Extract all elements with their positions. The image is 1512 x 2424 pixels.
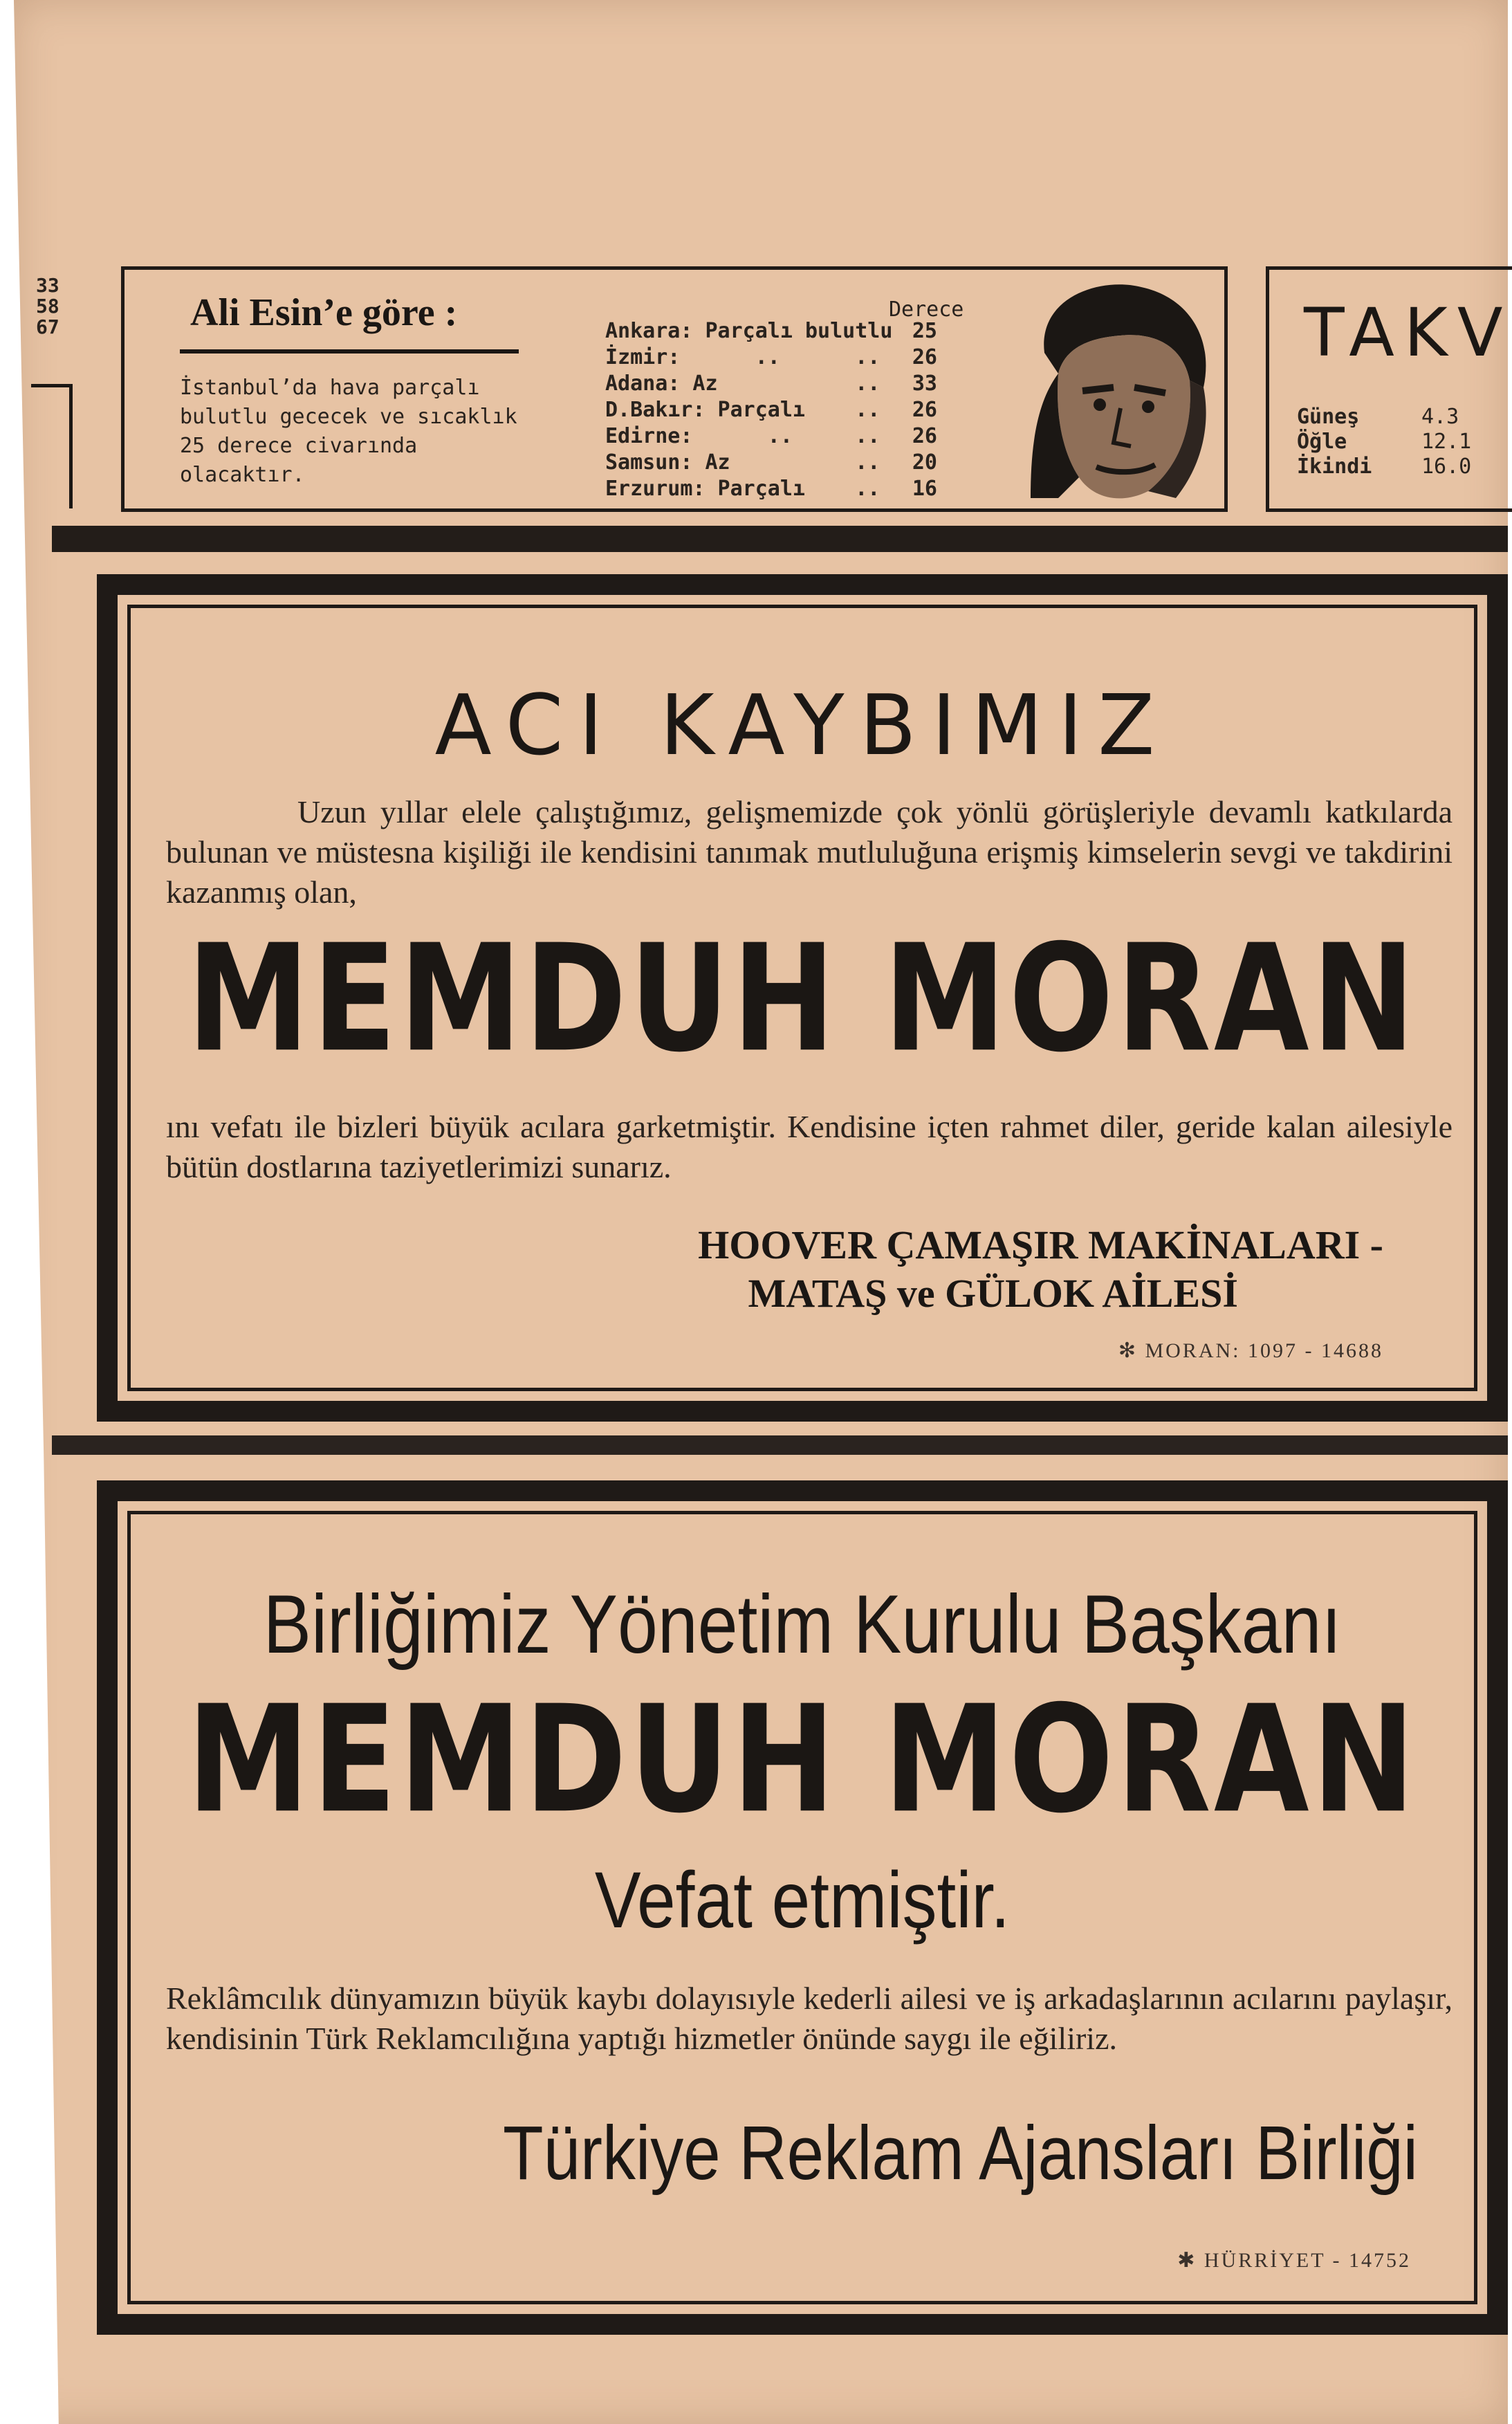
ad-reference: ✻ MORAN: 1097 - 14688 <box>1118 1339 1383 1362</box>
deceased-name: MEMDUH MORAN <box>187 1673 1418 1846</box>
weather-forecast: İstanbul’da hava parçalı bulutlu gececek ve sıcaklık 25 derece civarında olacaktır. <box>180 376 517 487</box>
weather-table <box>605 318 937 502</box>
margin-number: 67 <box>36 315 59 338</box>
obituary-notice-2 <box>97 1480 1508 2335</box>
black-band <box>52 1435 1508 1455</box>
notice-body: Reklâmcılık dünyamızın büyük kaybı dolayısıyle kederli ailesi ve iş arkadaşlarının acılarını paylaşır, kendisinin Türk Reklamcılığına yaptığı hizmetler önünde saygı ile eğiliriz. <box>166 1981 1453 2056</box>
deceased-name: MEMDUH MORAN <box>187 912 1418 1085</box>
calendar-box <box>1266 266 1512 512</box>
margin-number: 58 <box>36 295 59 318</box>
weather-row: Adana: Az .. 33 <box>605 371 937 396</box>
notice-subheading: Vefat etmiştir. <box>594 1855 1011 1945</box>
black-band <box>52 526 1508 552</box>
notice-signature: Türkiye Reklam Ajansları Birliği <box>502 2111 1418 2196</box>
weather-row: Samsun: Az .. 20 <box>605 450 937 475</box>
weather-row: İzmir: .. .. 26 <box>605 345 937 369</box>
notice-intro: Uzun yıllar elele çalıştığımız, gelişmemizde çok yönlü görüşleriyle devamlı katkılarda bulunan ve müstesna kişiliği ile kendisini tanımak mutluluğuna erişmiş kimselerin sevgi ve takdirini kazanmış olan, <box>166 794 1453 910</box>
prayer-row: Güneş 4.3 <box>1297 405 1459 429</box>
signature-line: HOOVER ÇAMAŞIR MAKİNALARI - <box>698 1222 1383 1267</box>
margin-numbers <box>36 275 59 338</box>
calendar-title: TAKV <box>1304 294 1512 371</box>
weather-title: Ali Esin’e göre : <box>190 291 458 334</box>
notice-body: ını vefatı ile bizleri büyük acılara garketmiştir. Kendisine içten rahmet diler, geride kalan ailesiyle bütün dostlarına taziyetlerimizi sunarız. <box>166 1109 1453 1184</box>
prayer-times <box>1297 405 1471 479</box>
prayer-row: Öğle 12.1 <box>1297 430 1472 454</box>
degree-header: Derece <box>889 297 964 322</box>
weather-row: D.Bakır: Parçalı .. 26 <box>605 398 937 422</box>
margin-number: 33 <box>36 274 59 297</box>
notice-signature <box>118 1221 1383 1318</box>
signature-line: MATAŞ ve GÜLOK AİLESİ <box>748 1271 1238 1316</box>
weather-row: Edirne: .. .. 26 <box>605 424 937 448</box>
margin-rule <box>69 384 73 508</box>
notice-heading: Birliğimiz Yönetim Kurulu Başkanı <box>263 1579 1342 1671</box>
prayer-row: İkindi 16.0 <box>1297 454 1472 479</box>
obituary-notice-1 <box>97 574 1508 1422</box>
weather-row: Ankara: Parçalı bulutlu 25 <box>605 319 937 343</box>
columnist-portrait <box>1017 270 1217 505</box>
weather-report <box>121 266 1228 512</box>
ad-reference: ✱ HÜRRİYET - 14752 <box>1177 2249 1411 2272</box>
notice-heading: ACI KAYBIMIZ <box>434 678 1170 774</box>
weather-divider <box>180 349 519 354</box>
weather-row: Erzurum: Parçalı .. 16 <box>605 477 937 501</box>
margin-rule <box>31 384 73 387</box>
